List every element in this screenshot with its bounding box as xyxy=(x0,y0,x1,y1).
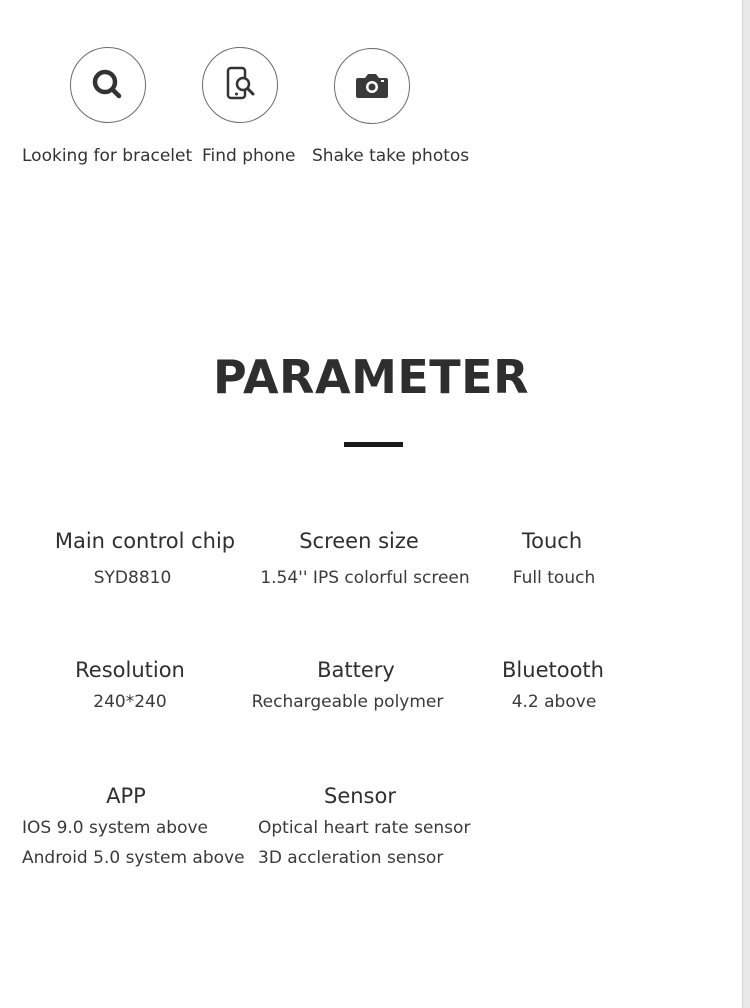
camera-icon xyxy=(334,48,410,124)
param-sensor-value-accel: 3D accleration sensor xyxy=(258,848,444,868)
param-battery-value: Rechargeable polymer xyxy=(251,692,444,712)
param-resolution-title: Resolution xyxy=(75,658,185,682)
phone-search-icon xyxy=(202,47,278,123)
param-sensor-value-heart: Optical heart rate sensor xyxy=(258,818,471,838)
param-app-value-android: Android 5.0 system above xyxy=(22,848,245,868)
param-screen-value: 1.54'' IPS colorful screen xyxy=(260,568,470,588)
param-app-value-ios: IOS 9.0 system above xyxy=(22,818,209,838)
feature-label-find-phone: Find phone xyxy=(202,146,296,166)
right-edge-strip xyxy=(742,0,750,1008)
param-sensor-title: Sensor xyxy=(324,784,396,808)
param-resolution-value: 240*240 xyxy=(93,692,167,712)
param-chip-value: SYD8810 xyxy=(93,568,172,588)
param-bluetooth-title: Bluetooth xyxy=(502,658,604,682)
title-underline xyxy=(344,442,403,447)
param-touch-value: Full touch xyxy=(512,568,596,588)
feature-label-bracelet: Looking for bracelet xyxy=(22,146,193,166)
param-battery-title: Battery xyxy=(317,658,395,682)
param-bluetooth-value: 4.2 above xyxy=(511,692,597,712)
search-icon xyxy=(70,47,146,123)
feature-label-shake-photos: Shake take photos xyxy=(312,146,470,166)
section-title: PARAMETER xyxy=(212,350,530,404)
param-touch-title: Touch xyxy=(521,529,583,553)
param-app-title: APP xyxy=(106,784,146,808)
param-screen-title: Screen size xyxy=(299,529,419,553)
param-chip-title: Main control chip xyxy=(54,529,236,553)
